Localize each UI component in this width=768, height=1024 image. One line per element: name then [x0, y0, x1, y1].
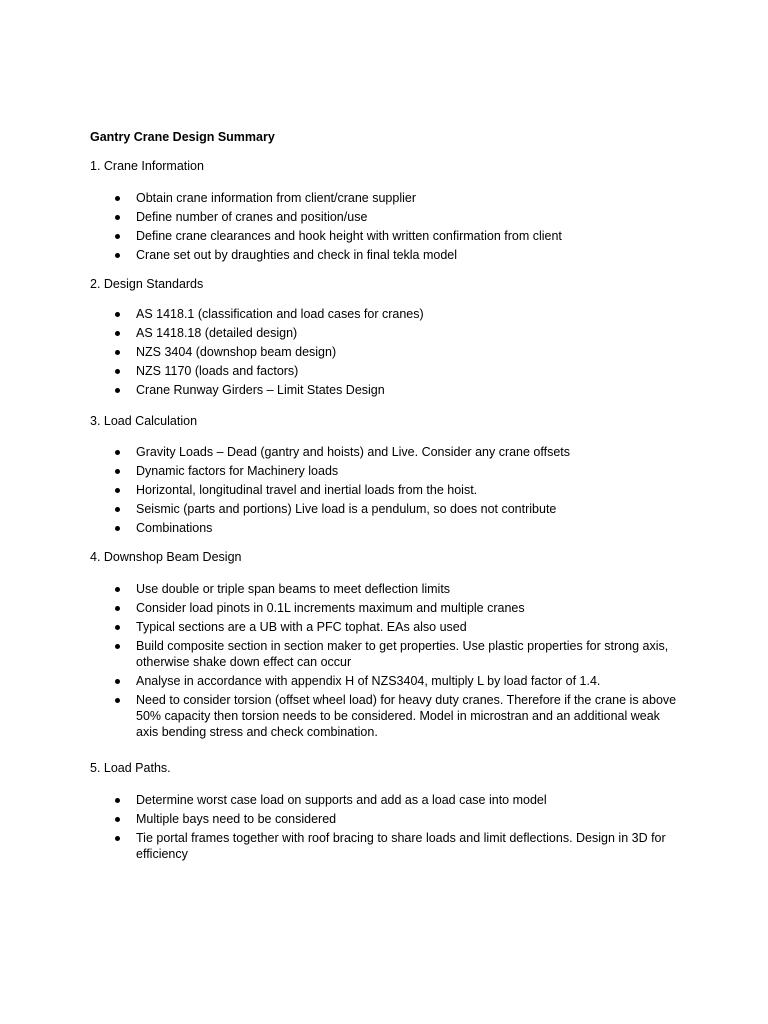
list-item: [0, 619, 682, 635]
section-heading-load-paths: 5. Load Paths.: [90, 761, 171, 775]
load-paths-list: [0, 792, 768, 865]
section-heading-downshop-beam-design: 4. Downshop Beam Design: [90, 550, 242, 564]
list-item-text: AS 1418.18 (detailed design): [136, 325, 298, 340]
bullet-icon: [115, 350, 120, 355]
list-item: [0, 247, 682, 263]
list-item-text: Typical sections are a UB with a PFC tophat. EAs also used: [136, 619, 467, 634]
list-item: [0, 325, 682, 341]
bullet-icon: [115, 526, 120, 531]
bullet-icon: [115, 836, 120, 841]
bullet-icon: [115, 679, 120, 684]
list-item-text: Obtain crane information from client/crane supplier: [136, 191, 416, 205]
list-item: [0, 228, 682, 244]
bullet-icon: [115, 253, 120, 258]
list-item: [0, 190, 682, 206]
load-calculation-list: [0, 444, 768, 538]
list-item: [0, 363, 682, 379]
section-heading-crane-information: 1. Crane Information: [90, 159, 204, 173]
bullet-icon: [115, 488, 120, 493]
bullet-icon: [115, 698, 120, 703]
downshop-beam-design-list: [0, 581, 768, 743]
list-item: [0, 444, 682, 460]
list-item: [0, 520, 682, 536]
bullet-icon: [115, 312, 120, 317]
list-item-text: Seismic (parts and portions) Live load is a pendulum, so does not contribute: [136, 501, 557, 516]
list-item-text: Consider load pinots in 0.1L increments maximum and multiple cranes: [136, 600, 525, 615]
list-item: [0, 463, 682, 479]
bullet-icon: [115, 644, 120, 649]
list-item: [0, 692, 682, 740]
bullet-icon: [115, 798, 120, 803]
list-item-text: Determine worst case load on supports and add as a load case into model: [136, 793, 547, 807]
bullet-icon: [115, 817, 120, 822]
list-item-text: AS 1418.1 (classification and load cases for cranes): [136, 307, 424, 321]
crane-information-list: [0, 190, 768, 266]
bullet-icon: [115, 606, 120, 611]
bullet-icon: [115, 196, 120, 201]
list-item-text: Gravity Loads – Dead (gantry and hoists) and Live. Consider any crane offsets: [136, 445, 571, 459]
section-heading-load-calculation: 3. Load Calculation: [90, 414, 198, 428]
list-item: [0, 792, 682, 808]
list-item: [0, 482, 682, 498]
document-title: Gantry Crane Design Summary: [90, 130, 275, 144]
list-item-text: Dynamic factors for Machinery loads: [136, 463, 339, 478]
list-item-text: Use double or triple span beams to meet deflection limits: [136, 582, 451, 596]
bullet-icon: [115, 369, 120, 374]
bullet-icon: [115, 234, 120, 239]
list-item: [0, 501, 682, 517]
bullet-icon: [115, 587, 120, 592]
list-item-text: Crane Runway Girders – Limit States Design: [136, 382, 385, 397]
list-item: [0, 306, 682, 322]
list-item-text: NZS 1170 (loads and factors): [136, 363, 299, 378]
list-item-text: Multiple bays need to be considered: [136, 811, 337, 826]
bullet-icon: [115, 388, 120, 393]
bullet-icon: [115, 450, 120, 455]
list-item-text: Define crane clearances and hook height with written confirmation from client: [136, 228, 562, 243]
list-item-text: Build composite section in section maker to get properties. Use plastic properties for strong axis, otherwise shake down effect can occur: [136, 638, 669, 669]
list-item: [0, 209, 682, 225]
bullet-icon: [115, 625, 120, 630]
list-item: [0, 344, 682, 360]
bullet-icon: [115, 507, 120, 512]
list-item: [0, 581, 682, 597]
list-item-text: Define number of cranes and position/use: [136, 209, 368, 224]
bullet-icon: [115, 331, 120, 336]
bullet-icon: [115, 469, 120, 474]
list-item-text: Crane set out by draughties and check in final tekla model: [136, 247, 458, 262]
list-item-text: NZS 3404 (downshop beam design): [136, 344, 337, 359]
bullet-icon: [115, 215, 120, 220]
list-item-text: Combinations: [136, 520, 213, 535]
list-item: [0, 382, 682, 398]
list-item: [0, 600, 682, 616]
list-item-text: Need to consider torsion (offset wheel load) for heavy duty cranes. Therefore if the crane is above 50% capacity then torsion needs to be considered. Model in microstran and an additional weak axis bending stress and check combination.: [136, 692, 677, 739]
list-item: [0, 638, 682, 670]
list-item: [0, 811, 682, 827]
design-standards-list: [0, 306, 768, 400]
list-item-text: Analyse in accordance with appendix H of NZS3404, multiply L by load factor of 1.4.: [136, 673, 601, 688]
list-item-text: Horizontal, longitudinal travel and inertial loads from the hoist.: [136, 482, 478, 497]
list-item: [0, 673, 682, 689]
list-item-text: Tie portal frames together with roof bracing to share loads and limit deflections. Design in 3D for efficiency: [136, 830, 666, 861]
list-item: [0, 830, 682, 862]
section-heading-design-standards: 2. Design Standards: [90, 277, 204, 291]
